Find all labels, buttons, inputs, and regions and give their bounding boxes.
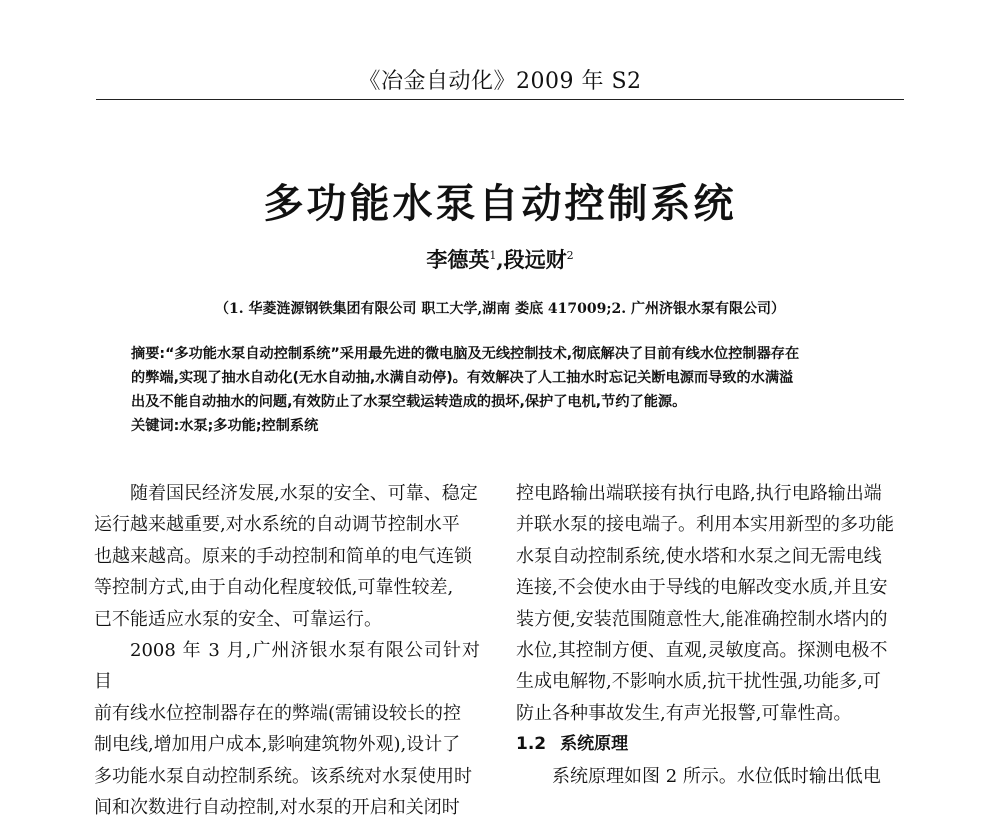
keywords-text: 水泵;多功能;控制系统 — [179, 418, 319, 434]
body-line: 水位,其控制方便、直观,灵敏度高。探测电极不 — [516, 640, 888, 662]
body-line: 水泵自动控制系统,使水塔和水泵之间无需电线 — [516, 545, 882, 567]
body-line: 系统原理如图 2 所示。水位低时输出低电 — [552, 765, 881, 787]
author-name: 李德英 — [426, 247, 490, 272]
section-title: 系统原理 — [560, 734, 629, 755]
body-line: 间和次数进行自动控制,对水泵的开启和关闭时 — [94, 797, 460, 819]
body-line: 防止各种事故发生,有声光报警,可靠性高。 — [516, 702, 852, 724]
abstract-label: 摘要: — [131, 346, 166, 362]
body-line: 生成电解物,不影响水质,抗干扰性强,功能多,可 — [516, 671, 881, 693]
abstract-line: 的弊端,实现了抽水自动化(无水自动抽,水满自动停)。有效解决了人工抽水时忘记关断电源而导致的水满溢 — [131, 370, 794, 386]
body-column-left — [94, 478, 480, 823]
abstract-line: 出及不能自动抽水的问题,有效防止了水泵空载运转造成的损坏,保护了电机,节约了能源。 — [131, 394, 687, 410]
author-list — [0, 244, 1000, 274]
body-line: 运行越来越重要,对水系统的自动调节控制水平 — [94, 514, 460, 536]
body-line: 已不能适应水泵的安全、可靠运行。 — [94, 608, 382, 630]
section-number: 1.2 — [516, 734, 547, 755]
section-heading — [516, 729, 902, 760]
author-affiliation-mark: 1 — [489, 249, 497, 262]
abstract-line — [131, 342, 871, 366]
paper-title: 多功能水泵自动控制系统 — [263, 181, 737, 227]
abstract-block — [131, 342, 871, 438]
header-rule — [96, 99, 904, 100]
author-name: 段远财 — [503, 247, 567, 272]
abstract-text: “多功能水泵自动控制系统”采用最先进的微电脑及无线控制技术,彻底解决了目前有线水位控制器存在 — [165, 346, 800, 362]
body-line: 多功能水泵自动控制系统。该系统对水泵使用时 — [94, 765, 472, 787]
body-line: 控电路输出端联接有执行电路,执行电路输出端 — [516, 483, 882, 504]
journal-header: 《冶金自动化》2009 年 S2 — [358, 69, 642, 94]
keywords-line — [131, 414, 871, 438]
body-line: 连接,不会使水由于导线的电解改变水质,并且安 — [516, 577, 888, 599]
body-line: 并联水泵的接电端子。利用本实用新型的多功能 — [516, 514, 894, 536]
body-line: 2008 年 3 月,广州济银水泵有限公司针对目 — [94, 640, 480, 693]
body-column-right — [516, 478, 902, 792]
body-line: 也越来越高。原来的手动控制和简单的电气连锁 — [94, 545, 472, 567]
author-separator: , — [496, 247, 504, 272]
keywords-label: 关键词: — [131, 418, 180, 434]
affiliation: （1. 华菱涟源钢铁集团有限公司 职工大学,湖南 娄底 417009;2. 广州济银水泵有限公司） — [214, 301, 786, 317]
body-line: 装方便,安装范围随意性大,能准确控制水塔内的 — [516, 608, 888, 630]
body-line: 制电线,增加用户成本,影响建筑物外观),设计了 — [94, 734, 461, 756]
body-line: 前有线水位控制器存在的弊端(需铺设较长的控 — [94, 702, 462, 724]
author-affiliation-mark: 2 — [566, 249, 574, 262]
body-line: 等控制方式,由于自动化程度较低,可靠性较差, — [94, 577, 454, 599]
body-line: 随着国民经济发展,水泵的安全、可靠、稳定 — [130, 483, 478, 504]
